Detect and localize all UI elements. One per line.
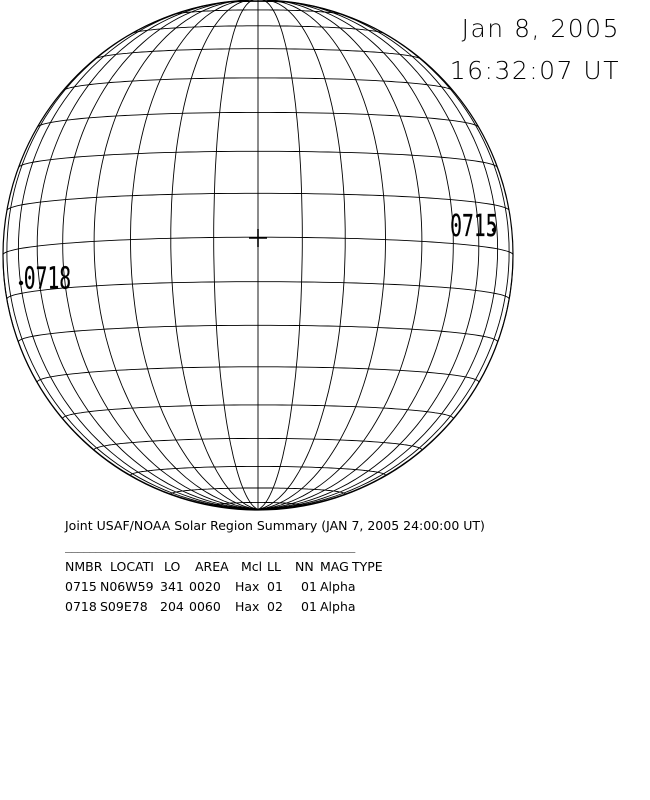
meridian-line xyxy=(171,0,258,509)
meridian-line xyxy=(258,0,302,509)
summary-divider: ________________________________________________ xyxy=(65,539,355,553)
region-0715-label: 0715 xyxy=(450,207,498,244)
col-locati: LOCATI xyxy=(110,559,154,574)
col-nmbr: NMBR xyxy=(65,559,103,574)
meridian-line xyxy=(94,1,258,510)
cell-area: 0020 xyxy=(189,579,221,594)
cell-mcl: Hax xyxy=(235,599,260,614)
cell-nn: 01 xyxy=(301,579,317,594)
table-row xyxy=(65,599,356,734)
meridian-line xyxy=(258,0,386,509)
col-mcl: Mcl xyxy=(241,559,263,574)
meridian-line xyxy=(258,18,509,509)
cell-area: 0060 xyxy=(189,599,221,614)
cell-mcl: Hax xyxy=(235,579,260,594)
region-0718-marker xyxy=(19,260,71,295)
cell-lo: 204 xyxy=(160,599,184,614)
disk-center-crosshair xyxy=(249,229,267,247)
meridian-line xyxy=(214,0,258,509)
col-area: AREA xyxy=(195,559,229,574)
cell-nmbr: 0718 xyxy=(65,599,97,614)
observation-date: Jan 8, 2005 xyxy=(461,14,620,43)
meridian-line xyxy=(258,1,422,510)
meridian-line xyxy=(258,0,345,509)
cell-lo: 341 xyxy=(160,579,184,594)
col-ll: LL xyxy=(267,559,281,574)
cell-mag: Alpha xyxy=(320,579,356,594)
col-lo: LO xyxy=(164,559,181,574)
meridian-line xyxy=(131,0,259,509)
cell-nn: 01 xyxy=(301,599,317,614)
col-mag: MAG xyxy=(320,559,349,574)
cell-locati: N06W59 xyxy=(100,579,154,594)
observation-time: 16:32:07 UT xyxy=(449,56,620,85)
region-0715-marker xyxy=(450,208,497,243)
heliographic-grid xyxy=(3,0,513,510)
cell-locati: S09E78 xyxy=(100,599,148,614)
summary-title: Joint USAF/NOAA Solar Region Summary (JAN 7, 2005 24:00:00 UT) xyxy=(65,518,485,533)
cell-nmbr: 0715 xyxy=(65,579,97,594)
col-type: TYPE xyxy=(352,559,383,574)
cell-ll: 02 xyxy=(267,599,283,614)
cell-mag: Alpha xyxy=(320,599,356,614)
cell-ll: 01 xyxy=(267,579,283,594)
col-nn: NN xyxy=(295,559,314,574)
region-0718-label: 0718 xyxy=(23,260,72,296)
